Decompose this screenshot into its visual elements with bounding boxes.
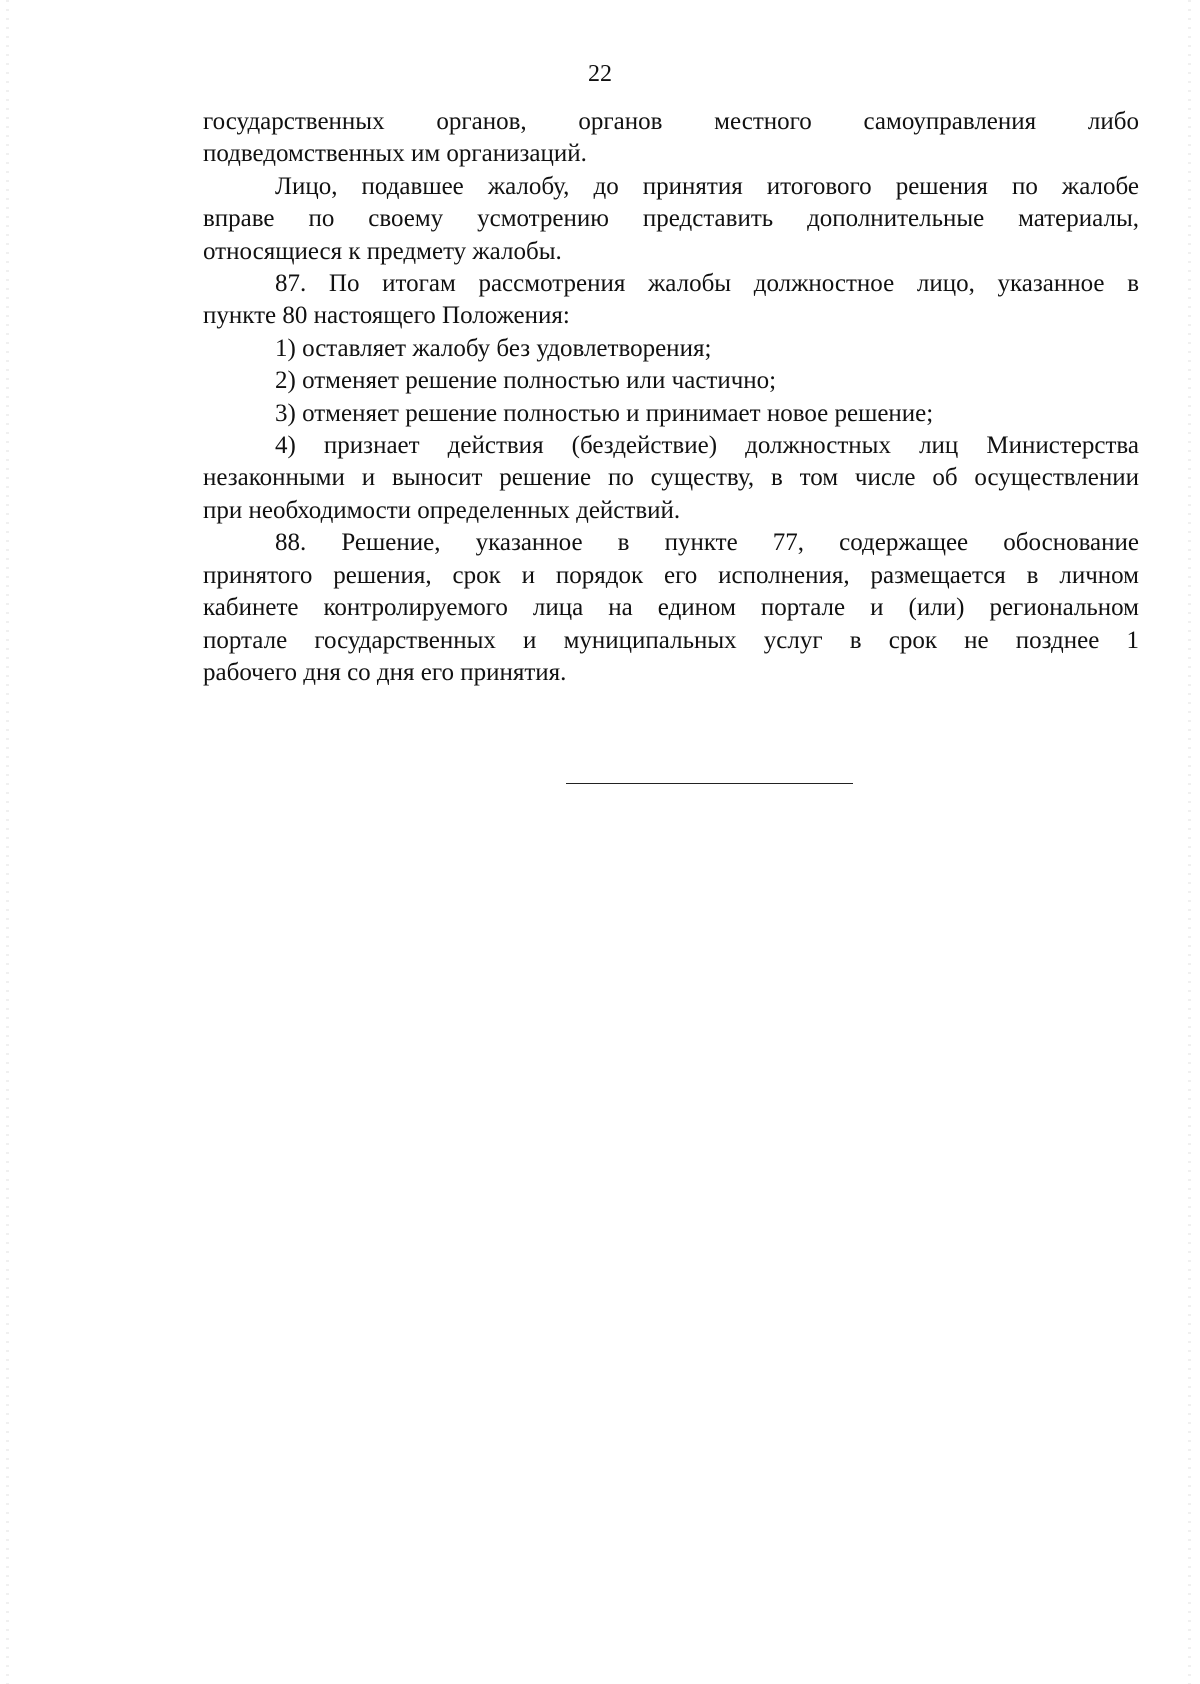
- text-line: относящиеся к предмету жалобы.: [203, 237, 562, 265]
- text-line: 4) признает действия (бездействие) должностных лиц Министерства: [275, 432, 1139, 460]
- text-line: кабинете контролируемого лица на едином портале и (или) региональном: [203, 594, 1139, 622]
- text-line: при необходимости определенных действий.: [203, 496, 681, 524]
- text-line: 88. Решение, указанное в пункте 77, содержащее обоснование: [275, 529, 1139, 557]
- text-line: государственных органов, органов местного самоуправления либо: [203, 108, 1139, 135]
- scan-edge-left: [6, 0, 9, 1684]
- text-line: рабочего дня со дня его принятия.: [203, 658, 567, 686]
- scan-edge-right: [1188, 0, 1191, 1684]
- text-line: пункте 80 настоящего Положения:: [203, 302, 570, 330]
- list-item: [203, 430, 1139, 527]
- text-line: принятого решения, срок и порядок его исполнения, размещается в личном: [203, 561, 1139, 589]
- text-line: незаконными и выносит решение по существу, в том числе об осуществлении: [203, 464, 1139, 492]
- paragraph: [203, 268, 1139, 333]
- text-line: подведомственных им организаций.: [203, 140, 587, 168]
- list-item: [203, 398, 1139, 430]
- document-body: [203, 106, 1139, 689]
- list-item: [203, 333, 1139, 365]
- paragraph: [203, 171, 1139, 268]
- text-line: 3) отменяет решение полностью и принимает новое решение;: [275, 399, 934, 427]
- text-line: 1) оставляет жалобу без удовлетворения;: [275, 334, 712, 362]
- text-line: 2) отменяет решение полностью или частично;: [275, 367, 777, 395]
- text-line: портале государственных и муниципальных услуг в срок не позднее 1: [203, 626, 1139, 654]
- paragraph: [203, 106, 1139, 171]
- text-line: 87. По итогам рассмотрения жалобы должностное лицо, указанное в: [275, 270, 1139, 298]
- paragraph: [203, 527, 1139, 689]
- end-of-document-rule: [566, 783, 853, 784]
- list-item: [203, 365, 1139, 397]
- page-number: 22: [588, 61, 612, 87]
- text-line: вправе по своему усмотрению представить дополнительные материалы,: [203, 205, 1139, 233]
- text-line: Лицо, подавшее жалобу, до принятия итогового решения по жалобе: [275, 172, 1139, 200]
